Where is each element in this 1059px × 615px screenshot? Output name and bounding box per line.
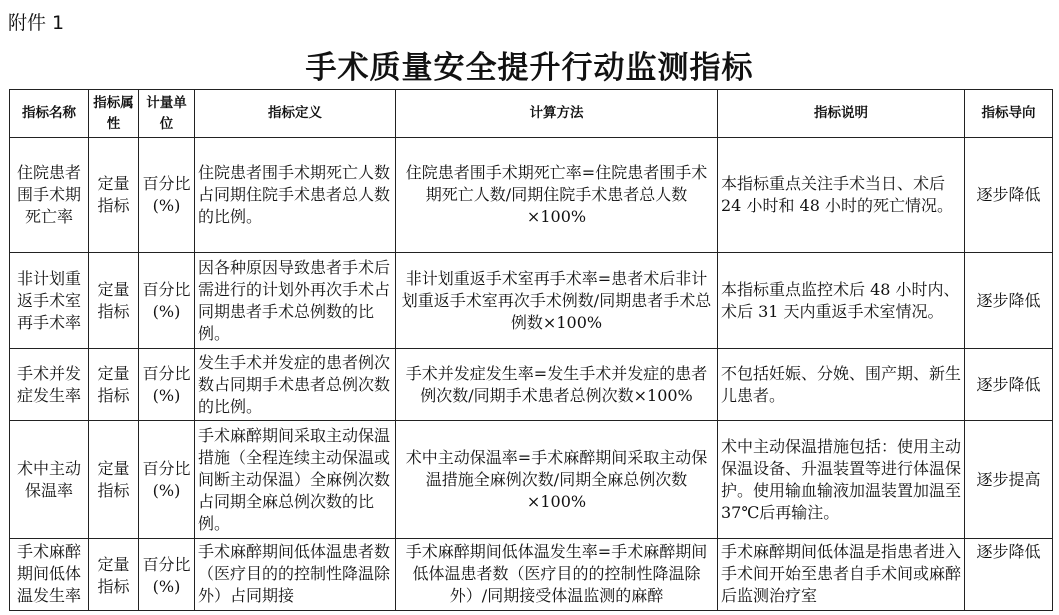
indicator-definition: 手术麻醉期间低体温患者数（医疗目的的控制性降温除外）占同期接	[195, 539, 396, 611]
indicator-direction: 逐步降低	[965, 138, 1053, 253]
indicator-attr: 定量指标	[89, 138, 139, 253]
indicator-description: 本指标重点关注手术当日、术后 24 小时和 48 小时的死亡情况。	[718, 138, 965, 253]
indicator-description: 本指标重点监控术后 48 小时内、术后 31 天内重返手术室情况。	[718, 253, 965, 349]
indicator-name: 手术麻醉期间低体温发生率	[10, 539, 89, 611]
indicator-name: 非计划重返手术室再手术率	[10, 253, 89, 349]
indicator-attr: 定量指标	[89, 539, 139, 611]
header-unit: 计量单位	[139, 90, 195, 138]
indicator-unit: 百分比(%)	[139, 138, 195, 253]
attachment-label: 附件 1	[8, 12, 65, 34]
indicator-description: 不包括妊娠、分娩、围产期、新生儿患者。	[718, 349, 965, 421]
table-row	[10, 253, 1053, 349]
indicator-name: 手术并发症发生率	[10, 349, 89, 421]
indicator-definition: 发生手术并发症的患者例次数占同期手术患者总例次数的比例。	[195, 349, 396, 421]
header-name: 指标名称	[10, 90, 89, 138]
indicator-unit: 百分比(%)	[139, 253, 195, 349]
indicator-definition: 手术麻醉期间采取主动保温措施（全程连续主动保温或间断主动保温）全麻例次数占同期全麻总例次数的比例。	[195, 421, 396, 539]
indicator-attr: 定量指标	[89, 253, 139, 349]
header-direction: 指标导向	[965, 90, 1053, 138]
indicator-unit: 百分比(%)	[139, 349, 195, 421]
indicator-direction: 逐步降低	[965, 539, 1053, 611]
header-description: 指标说明	[718, 90, 965, 138]
header-calculation: 计算方法	[396, 90, 718, 138]
indicator-definition: 住院患者围手术期死亡人数占同期住院手术患者总人数的比例。	[195, 138, 396, 253]
indicator-name: 术中主动保温率	[10, 421, 89, 539]
table-row	[10, 421, 1053, 539]
indicator-attr: 定量指标	[89, 349, 139, 421]
header-definition: 指标定义	[195, 90, 396, 138]
table-row	[10, 138, 1053, 253]
indicator-direction: 逐步提高	[965, 421, 1053, 539]
indicator-unit: 百分比(%)	[139, 539, 195, 611]
indicator-name: 住院患者围手术期死亡率	[10, 138, 89, 253]
table-row	[10, 349, 1053, 421]
indicator-direction: 逐步降低	[965, 349, 1053, 421]
table-row	[10, 539, 1053, 611]
indicator-calculation: 手术麻醉期间低体温发生率=手术麻醉期间低体温患者数（医疗目的的控制性降温除外）/同期接受体温监测的麻醉	[396, 539, 718, 611]
indicator-calculation: 住院患者围手术期死亡率=住院患者围手术期死亡人数/同期住院手术患者总人数×100%	[396, 138, 718, 253]
indicator-definition: 因各种原因导致患者手术后需进行的计划外再次手术占同期患者手术总例数的比例。	[195, 253, 396, 349]
indicator-calculation: 术中主动保温率=手术麻醉期间采取主动保温措施全麻例次数/同期全麻总例次数×100%	[396, 421, 718, 539]
indicator-table	[9, 89, 1053, 611]
header-attr: 指标属性	[89, 90, 139, 138]
indicator-calculation: 非计划重返手术室再手术率=患者术后非计划重返手术室再次手术例数/同期患者手术总例数×100%	[396, 253, 718, 349]
indicator-unit: 百分比(%)	[139, 421, 195, 539]
table-header-row	[10, 90, 1053, 138]
indicator-description: 术中主动保温措施包括：使用主动保温设备、升温装置等进行体温保护。使用输血输液加温装置加温至 37℃后再输注。	[718, 421, 965, 539]
indicator-attr: 定量指标	[89, 421, 139, 539]
indicator-calculation: 手术并发症发生率=发生手术并发症的患者例次数/同期手术患者总例次数×100%	[396, 349, 718, 421]
document-title: 手术质量安全提升行动监测指标	[305, 50, 754, 86]
indicator-description: 手术麻醉期间低体温是指患者进入手术间开始至患者自手术间或麻醉后监测治疗室	[718, 539, 965, 611]
indicator-direction: 逐步降低	[965, 253, 1053, 349]
